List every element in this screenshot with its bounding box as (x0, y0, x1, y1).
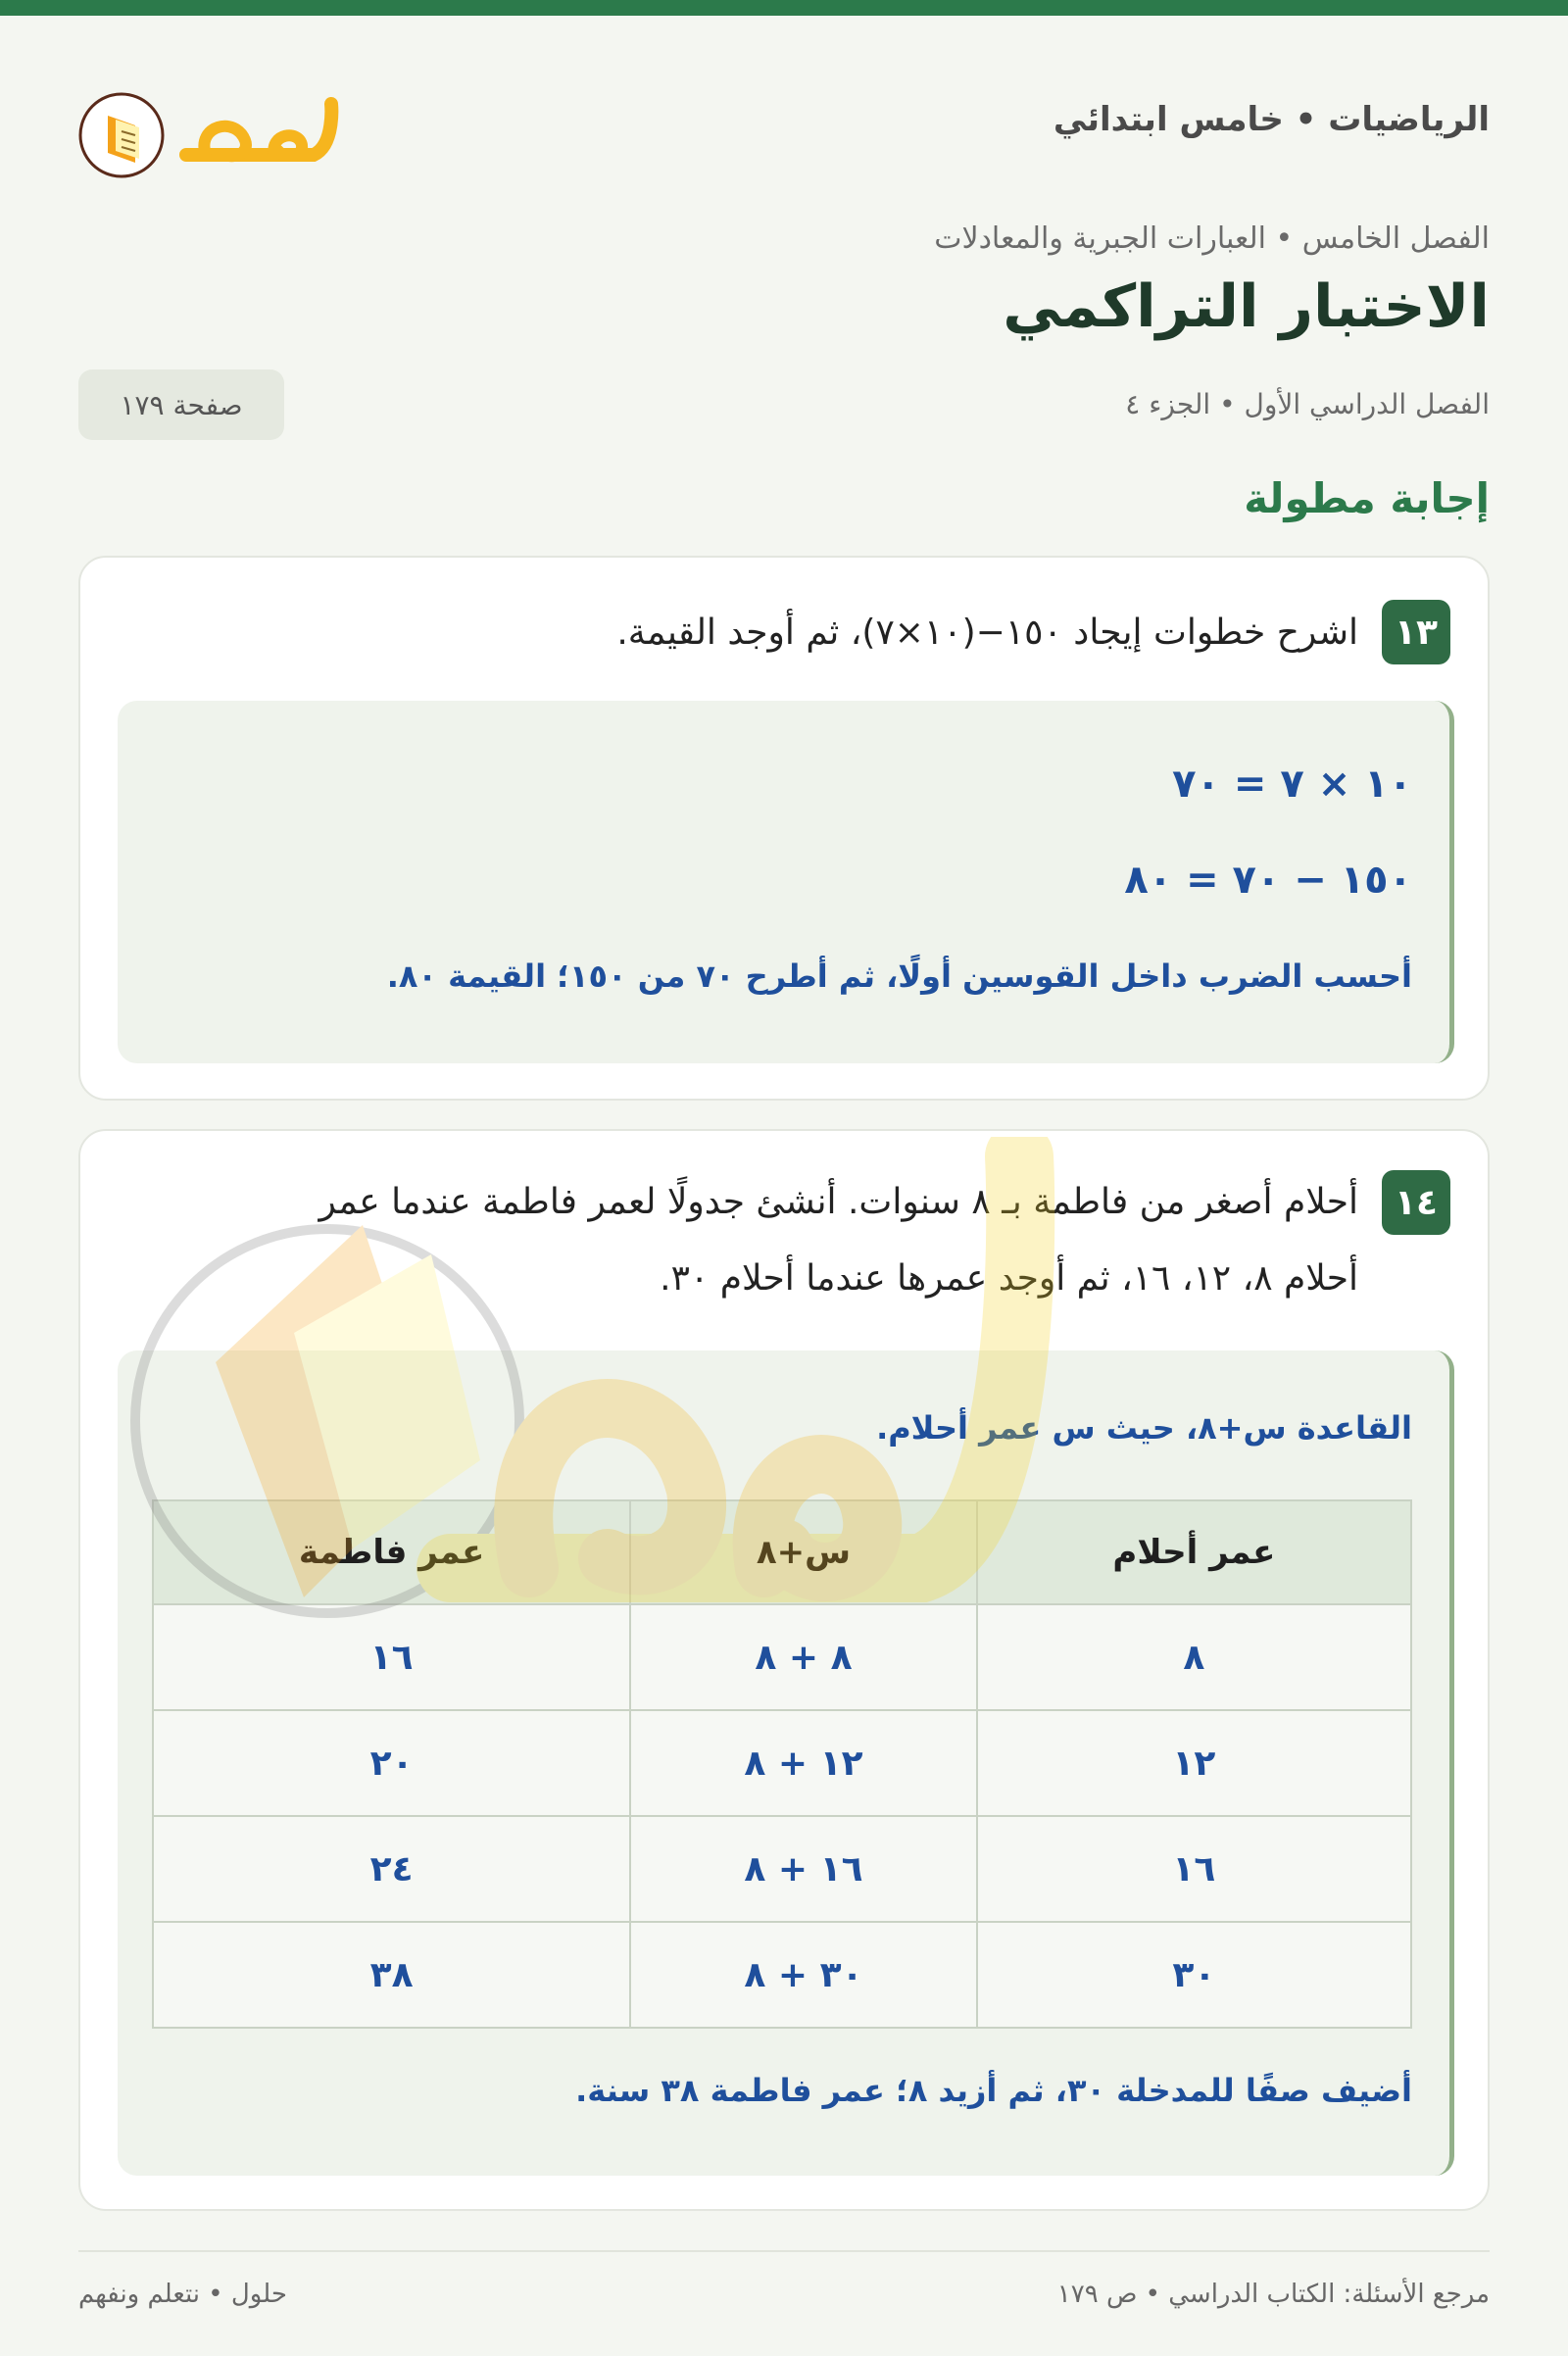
page-title: الاختبار التراكمي (1003, 272, 1490, 341)
top-accent-bar (0, 0, 1568, 16)
question-text: اشرح خطوات إيجاد ١٥٠−(١٠×٧)، ثم أوجد القيمة. (616, 613, 1358, 653)
answer-rule: القاعدة س+٨، حيث س عمر أحلام. (876, 1409, 1412, 1447)
footer-divider (78, 2250, 1490, 2252)
site-logo[interactable] (78, 86, 363, 184)
table-cell: ٣٨ (153, 1922, 630, 2028)
table-cell: ٢٤ (153, 1816, 630, 1922)
term-label: الفصل الدراسي الأول • الجزء ٤ (1125, 388, 1490, 420)
answer-step-1: ١٠ × ٧ = ٧٠ (1172, 761, 1412, 807)
table-row (153, 1710, 1411, 1816)
table-cell: ١٦ + ٨ (630, 1816, 976, 1922)
table-cell: ٢٠ (153, 1710, 630, 1816)
section-title: إجابة مطولة (1244, 474, 1490, 522)
footer-reference: مرجع الأسئلة: الكتاب الدراسي • ص ١٧٩ (1056, 2280, 1490, 2309)
table-cell: ٨ (977, 1604, 1411, 1710)
question-card-13 (78, 556, 1490, 1101)
question-card-14 (78, 1129, 1490, 2211)
table-header-cell: عمر أحلام (977, 1500, 1411, 1604)
subject-label: الرياضيات • خامس ابتدائي (1053, 100, 1490, 139)
age-table (152, 1499, 1412, 2029)
answer-box (118, 701, 1454, 1063)
page-header (78, 86, 1490, 184)
table-cell: ١٦ (977, 1816, 1411, 1922)
answer-step-2: ١٥٠ − ٧٠ = ٨٠ (1124, 858, 1412, 903)
table-cell: ١٢ + ٨ (630, 1710, 976, 1816)
table-cell: ٣٠ (977, 1922, 1411, 2028)
chapter-label: الفصل الخامس • العبارات الجبرية والمعادلات (934, 221, 1490, 256)
table-row (153, 1816, 1411, 1922)
question-number-badge: ١٣ (1382, 600, 1450, 664)
page-number-badge: صفحة ١٧٩ (78, 369, 284, 440)
question-number-badge: ١٤ (1382, 1170, 1450, 1235)
answer-box (118, 1350, 1454, 2176)
table-cell: ٨ + ٨ (630, 1604, 976, 1710)
question-text-line-1: أحلام أصغر من فاطمة بـ ٨ سنوات. أنشئ جدولًا لعمر فاطمة عندما عمر (318, 1182, 1358, 1222)
table-row (153, 1922, 1411, 2028)
footer-brand: حلول • نتعلم ونفهم (78, 2280, 287, 2309)
logo-icon (78, 86, 363, 184)
table-header-cell: عمر فاطمة (153, 1500, 630, 1604)
answer-conclusion: أحسب الضرب داخل القوسين أولًا، ثم أطرح ٧٠ من ١٥٠؛ القيمة ٨٠. (386, 957, 1412, 995)
answer-conclusion: أضيف صفًا للمدخلة ٣٠، ثم أزيد ٨؛ عمر فاطمة ٣٨ سنة. (575, 2072, 1412, 2109)
table-cell: ١٦ (153, 1604, 630, 1710)
table-header-cell: س+٨ (630, 1500, 976, 1604)
table-header-row (153, 1500, 1411, 1604)
table-cell: ١٢ (977, 1710, 1411, 1816)
table-row (153, 1604, 1411, 1710)
table-cell: ٣٠ + ٨ (630, 1922, 976, 2028)
question-text-line-2: أحلام ٨، ١٢، ١٦، ثم أوجد عمرها عندما أحلام ٣٠. (660, 1258, 1358, 1299)
